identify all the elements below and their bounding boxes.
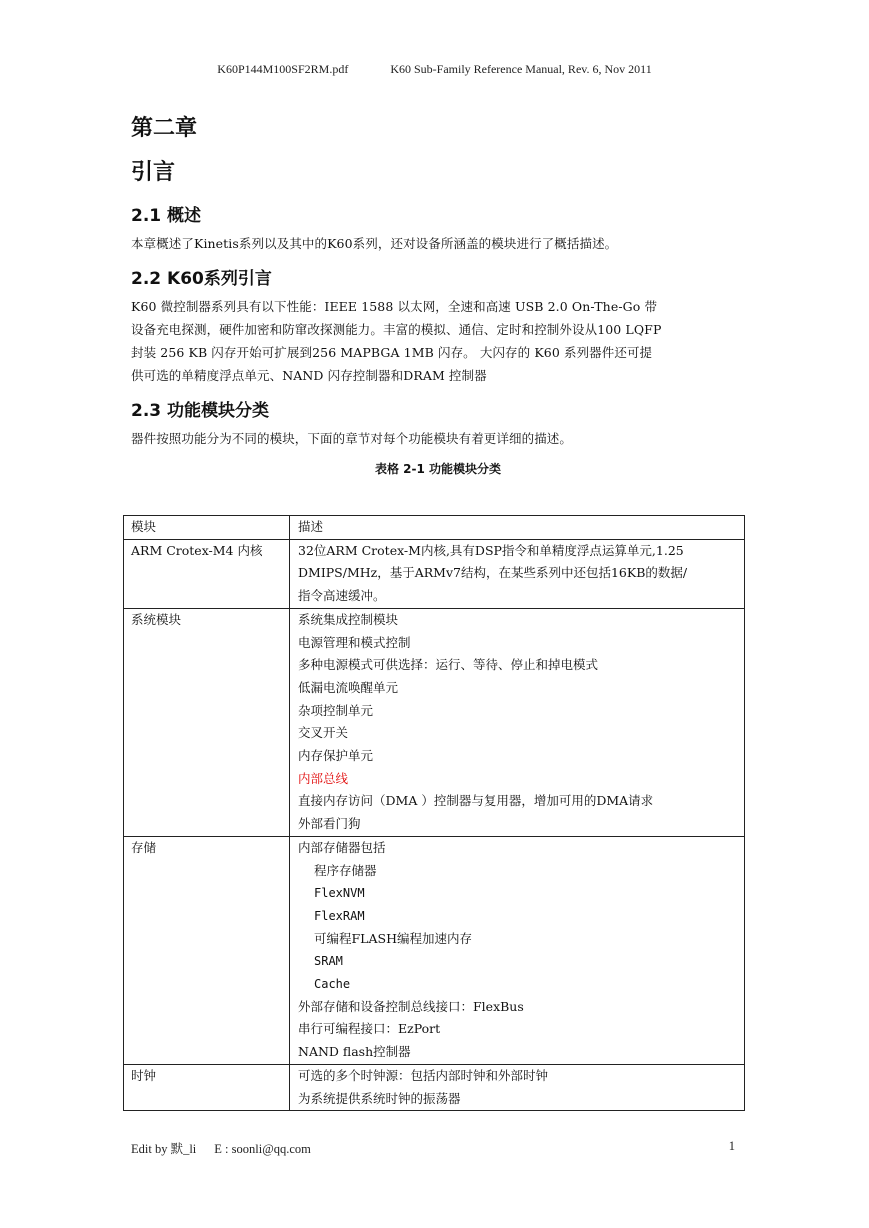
- table-cell-description: [290, 608, 745, 836]
- section-heading-overview: 2.1 概述: [131, 206, 202, 226]
- header-filename: K60P144M100SF2RM.pdf: [217, 62, 349, 76]
- section-k60-intro-text: [131, 295, 745, 387]
- table-header-row: [124, 516, 745, 540]
- paragraph-line: K60 微控制器系列具有以下性能：IEEE 1588 以太网，全速和高速 USB 2.0 On-The-Go 带: [131, 299, 658, 314]
- section-overview-text: 本章概述了Kinetis系列以及其中的K60系列，还对设备所涵盖的模块进行了概括描述。: [131, 236, 618, 251]
- section-heading-module-classification: 2.3 功能模块分类: [131, 401, 270, 421]
- footer-author: [131, 1142, 311, 1156]
- page-content: [131, 110, 745, 479]
- page-number: 1: [728, 1139, 735, 1153]
- table-row: [124, 1064, 745, 1110]
- table-row: [124, 539, 745, 608]
- table-cell-module: 系统模块: [124, 608, 290, 836]
- header-manual-title: K60 Sub-Family Reference Manual, Rev. 6, Nov 2011: [390, 62, 652, 76]
- description-line: 32位ARM Crotex-M内核,具有DSP指令和单精度浮点运算单元,1.25: [298, 542, 684, 558]
- description-line: DMIPS/MHz，基于ARMv7结构，在某些系列中还包括16KB的数据/: [298, 565, 688, 581]
- description-line: 交叉开关: [298, 725, 349, 741]
- description-line: 指令高速缓冲。: [298, 588, 386, 604]
- description-line: 为系统提供系统时钟的振荡器: [298, 1090, 461, 1106]
- description-line: 直接内存访问（DMA ）控制器与复用器，增加可用的DMA请求: [298, 793, 654, 809]
- description-line: 内部存储器包括: [298, 839, 386, 855]
- table-cell-module: 时钟: [124, 1064, 290, 1110]
- description-line: 外部看门狗: [298, 816, 361, 832]
- description-subline: SRAM: [314, 954, 343, 969]
- paragraph-line: 供可选的单精度浮点单元、NAND 闪存控制器和DRAM 控制器: [131, 368, 487, 383]
- page-footer: [131, 1139, 745, 1157]
- description-line: 串行可编程接口：EzPort: [298, 1021, 441, 1037]
- description-line: 系统集成控制模块: [298, 611, 399, 627]
- description-line: 低漏电流唤醒单元: [298, 679, 399, 695]
- description-line: 多种电源模式可供选择：运行、等待、停止和掉电模式: [298, 657, 599, 673]
- footer-email: E : soonli@qq.com: [214, 1142, 311, 1156]
- description-line: 可选的多个时钟源：包括内部时钟和外部时钟: [298, 1067, 549, 1083]
- description-subline: FlexNVM: [314, 886, 365, 901]
- chapter-subtitle: 引言: [131, 160, 176, 185]
- section-heading-k60-intro: 2.2 K60系列引言: [131, 269, 272, 289]
- table-header-description: 描述: [290, 516, 745, 540]
- paragraph-line: 设备充电探测，硬件加密和防窜改探测能力。丰富的模拟、通信、定时和控制外设从100 LQFP: [131, 322, 662, 337]
- module-table: [123, 515, 745, 1111]
- description-line: 外部存储和设备控制总线接口：FlexBus: [298, 998, 524, 1014]
- description-subline: 可编程FLASH编程加速内存: [314, 930, 472, 946]
- description-line: 杂项控制单元: [298, 702, 374, 718]
- table-header-module: 模块: [124, 516, 290, 540]
- description-subline: Cache: [314, 977, 351, 992]
- description-subline: 程序存储器: [314, 862, 377, 878]
- description-subline: FlexRAM: [314, 908, 365, 923]
- table-cell-description: [290, 1064, 745, 1110]
- description-line: NAND flash控制器: [298, 1044, 411, 1060]
- table-cell-module: 存储: [124, 836, 290, 1064]
- description-line: 电源管理和模式控制: [298, 634, 411, 650]
- highlighted-description-line: 内部总线: [298, 770, 349, 786]
- table-caption: 表格 2-1 功能模块分类: [374, 462, 502, 476]
- paragraph-line: 封装 256 KB 闪存开始可扩展到256 MAPBGA 1MB 闪存。 大闪存的 K60 系列器件还可提: [131, 345, 653, 360]
- table-cell-module: ARM Crotex-M4 内核: [124, 539, 290, 608]
- table-cell-description: [290, 539, 745, 608]
- chapter-title: 第二章: [131, 116, 198, 141]
- footer-edit-by: Edit by 默_li: [131, 1142, 197, 1156]
- table-row: [124, 608, 745, 836]
- description-line: 内存保护单元: [298, 748, 374, 764]
- section-module-classification-text: 器件按照功能分为不同的模块，下面的章节对每个功能模块有着更详细的描述。: [131, 431, 573, 446]
- table-cell-description: [290, 836, 745, 1064]
- table-row: [124, 836, 745, 1064]
- page-header: [0, 62, 869, 77]
